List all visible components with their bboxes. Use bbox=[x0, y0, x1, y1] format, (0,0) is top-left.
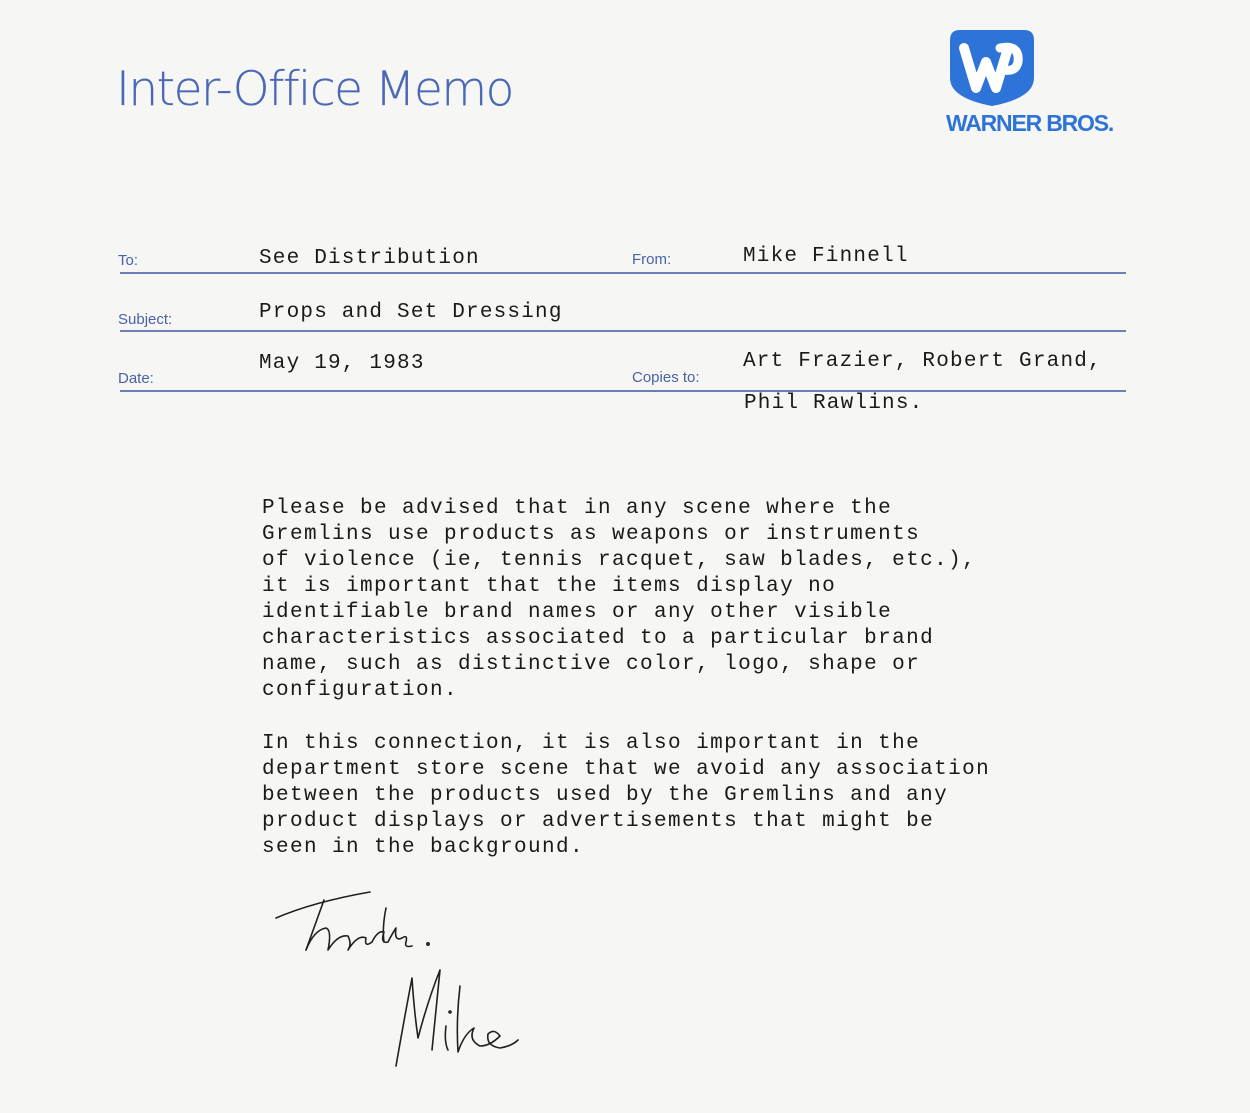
date-value: May 19, 1983 bbox=[259, 352, 425, 375]
subject-value: Props and Set Dressing bbox=[259, 301, 563, 324]
from-value: Mike Finnell bbox=[743, 245, 909, 268]
to-value: See Distribution bbox=[259, 247, 480, 270]
subject-label: Subject: bbox=[118, 311, 173, 328]
to-row-rule bbox=[120, 272, 1126, 274]
copies-value-line2: Phil Rawlins. bbox=[744, 392, 924, 415]
warner-bros-wordmark: WARNER BROS. bbox=[946, 110, 1114, 136]
from-label: From: bbox=[632, 251, 672, 268]
to-label: To: bbox=[118, 252, 139, 269]
subject-row-rule bbox=[120, 330, 1126, 332]
memo-title: Inter-Office Memo bbox=[116, 62, 513, 117]
date-row-rule bbox=[120, 390, 1126, 392]
body-paragraph-2: In this connection, it is also important in the department store scene that we avoid any association between the products used by the Gremlins and any product displays or advertisements that might be seen in the background. bbox=[262, 732, 991, 859]
copies-label: Copies to: bbox=[632, 369, 700, 386]
handwritten-signature bbox=[268, 870, 538, 1080]
body-paragraph-1: Please be advised that in any scene where the Gremlins use products as weapons or instruments of violence (ie, tennis racquet, saw blades, etc.), it is important that the items display no identifiable brand names or any other visible characteristics associated to a particular brand name, such as distinctive color, logo, shape or configuration. bbox=[262, 497, 977, 702]
date-label: Date: bbox=[118, 370, 154, 387]
warner-bros-shield-logo bbox=[946, 26, 1038, 108]
copies-value-line1: Art Frazier, Robert Grand, bbox=[743, 350, 1102, 373]
